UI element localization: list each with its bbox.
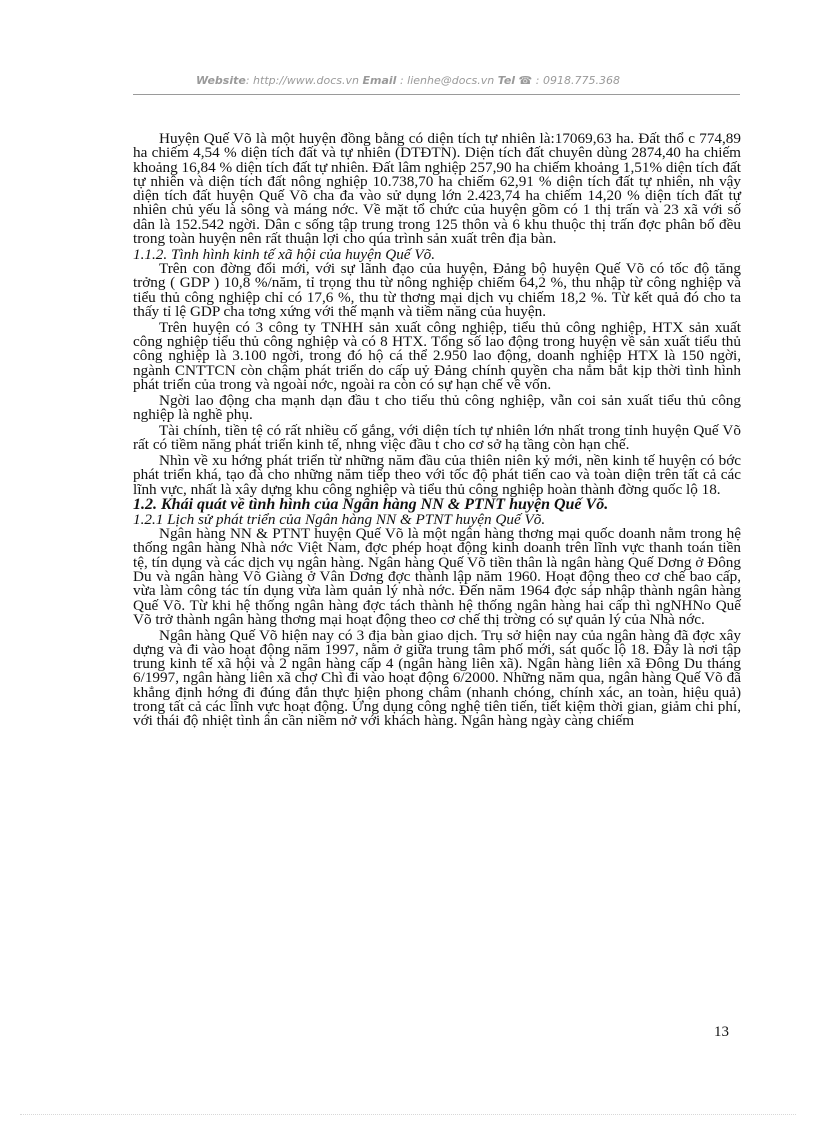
tel-label: Tel [497,74,516,87]
section-heading-1-2-1: 1.2.1 Lịch sử phát triển của Ngân hàng NN & PTNT huyện Quế Võ. [133,510,546,528]
body-text [133,132,741,730]
page-header [0,74,816,87]
tel-number: ☎ : 0918.775.368 [515,74,620,87]
footer-divider [20,1114,796,1115]
section-heading-1-2: 1.2. Khái quát về tình hình của Ngân hàng NN & PTNT huyện Quế Võ. [133,496,609,514]
paragraph-companies: Trên huyện có 3 công ty TNHH sản xuất công nghiệp, tiểu thủ công nghiệp, HTX sản xuất công nghiệp tiểu thủ công nghiệp và có 8 HTX. Tổng số lao động trong huyện về sản xuất tiểu thủ công nghiệp là 3.100 ngời, trong đó hộ cá thể 2.950 lao động, doanh nghiệp HTX là 150 ngời, ngành CNTTCN còn chậm phát triển do cấp uỷ Đảng chính quyền cha nắm bắt kịp thời tình hình phát triển của trong và ngoài nớc, ngoài ra còn có sự hạn chế về vốn. [133,318,741,394]
email-address: : lienhe@docs.vn [396,74,495,87]
section-heading-1-1-2: 1.1.2. Tình hình kinh tế xã hội của huyện Quế Võ. [133,245,436,263]
website-url: : http://www.docs.vn [245,74,360,87]
paragraph-bank-history: Ngân hàng NN & PTNT huyện Quế Võ là một ngân hàng thơng mại quốc doanh nằm trong hệ thống ngân hàng Nhà nớc Việt Nam, đợc phép hoạt động kinh doanh trên lĩnh vực thanh toán tiền tệ, tín dụng và các dịch vụ ngân hàng. Ngân hàng Quế Võ tiền thân là ngân hàng Quế Dơng ở Đông Du và ngân hàng Võ Giàng ở Vân Dơng đợc thành lập năm 1960. Hoạt động theo cơ chế bao cấp, vừa làm công tác tín dụng vừa làm quản lý nhà nớc. Đến năm 1964 đợc sáp nhập thành ngân hàng Quế Võ. Từ khi hệ thống ngân hàng đợc tách thành hệ thống ngân hàng hai cấp thì ngNHNo Quế Võ trở thành ngân hàng thơng mại hoạt động theo cơ chế thị trờng có sự quản lý của Nhà nớc. [133,525,741,628]
paragraph-growth: Trên con đờng đổi mới, với sự lãnh đạo của huyện, Đảng bộ huyện Quế Võ có tốc độ tăng trởng ( GDP ) 10,8 %/năm, tỉ trọng thu từ nông nghiệp chiếm 64,2 %, thu nhập từ công nghiệp và tiểu thủ công nghiệp chỉ có 17,6 %, thu từ thơng mại dịch vụ chiếm 18,2 %. Từ kết quả đó cho ta thấy tỉ lệ GDP cha tơng xứng với thế mạnh và tiềm năng của huyện. [133,260,741,321]
header-divider [133,94,740,95]
paragraph-trend: Nhìn về xu hớng phát triển từ những năm đầu của thiên niên kỷ mới, nền kinh tế huyện có bớc phát triển khá, tạo đà cho những năm tiếp theo với tốc độ phát tiển cao và toàn diện trên tất cả các lĩnh vực, nhất là xây dựng khu công nghiệp và tiểu thủ công nghiệp hoàn thành đờng quốc lộ 18. [133,452,741,498]
website-label: Website [196,74,246,87]
paragraph-bank-locations: Ngân hàng Quế Võ hiện nay có 3 địa bàn giao dịch. Trụ sở hiện nay của ngân hàng đã đợc xây dựng và đi vào hoạt động năm 1997, nằm ở giữa trung tâm phố mới, sát quốc lộ 18. Đây là nơi tập trung kinh tế xã hội và 2 ngân hàng cấp 4 (ngân hàng liên xã). Ngân hàng liên xã Đông Du tháng 6/1997, ngân hàng liên xã chợ Chì đi vào hoạt động 6/2000. Những năm qua, ngân hàng Quế Võ đã khẳng định hớng đi đúng đắn thực hiện phong châm (nhanh chóng, chính xác, an toàn, hiệu quả) trong tất cả các lĩnh vực hoạt động. Ứng dụng công nghệ tiên tiến, tiết kiệm thời gian, giảm chi phí, với thái độ nhiệt tình ân cần niềm nở với khách hàng. Ngân hàng ngày càng chiếm [133,626,741,730]
email-label: Email [362,74,397,87]
paragraph-finance: Tài chính, tiền tệ có rất nhiều cố gắng, với diện tích tự nhiên lớn nhất trong tỉnh huyện Quế Võ rất có tiềm năng phát triển kinh tế, nhng việc đầu t cho cơ sở hạ tầng còn hạn chế. [133,421,741,454]
page-number: 13 [714,1024,729,1040]
paragraph-labor: Ngời lao động cha mạnh dạn đầu t cho tiểu thủ công nghiệp, vẫn coi sản xuất tiểu thủ công nghiệp là nghề phụ. [133,391,741,424]
paragraph-land-area: Huyện Quế Võ là một huyện đồng bằng có diện tích tự nhiên là:17069,63 ha. Đất thổ c 774,89 ha chiếm 4,54 % diện tích đất và tự nhiên (DTĐTN). Diện tích đất chuyên dùng 2874,40 ha chiếm khoảng 16,84 % diện tích đất tự nhiên. Đất lâm nghiệp 257,90 ha chiếm khoảng 1,51% diện tích đất tự nhiên và diện tích đất nông nghiệp 10.738,70 ha chiếm 62,91 % diện tích đất tự nhiên, nh vậy diện tích đất huyện Quế Võ cha đa vào sử dụng lớn 2.423,74 ha chiếm 14,20 % diện tích đất tự nhiên chủ yếu là sông và máng nớc. Về mặt tổ chức của huyện gồm có 1 thị trấn và 23 xã với số dân là 152.542 ngời. Dân c sống tập trung trong 125 thôn và 6 khu thuộc thị trấn đợc phân bố đều trong toàn huyện nên rất thuận lợi cho qúa trình sản xuất trên địa bàn. [133,130,742,248]
